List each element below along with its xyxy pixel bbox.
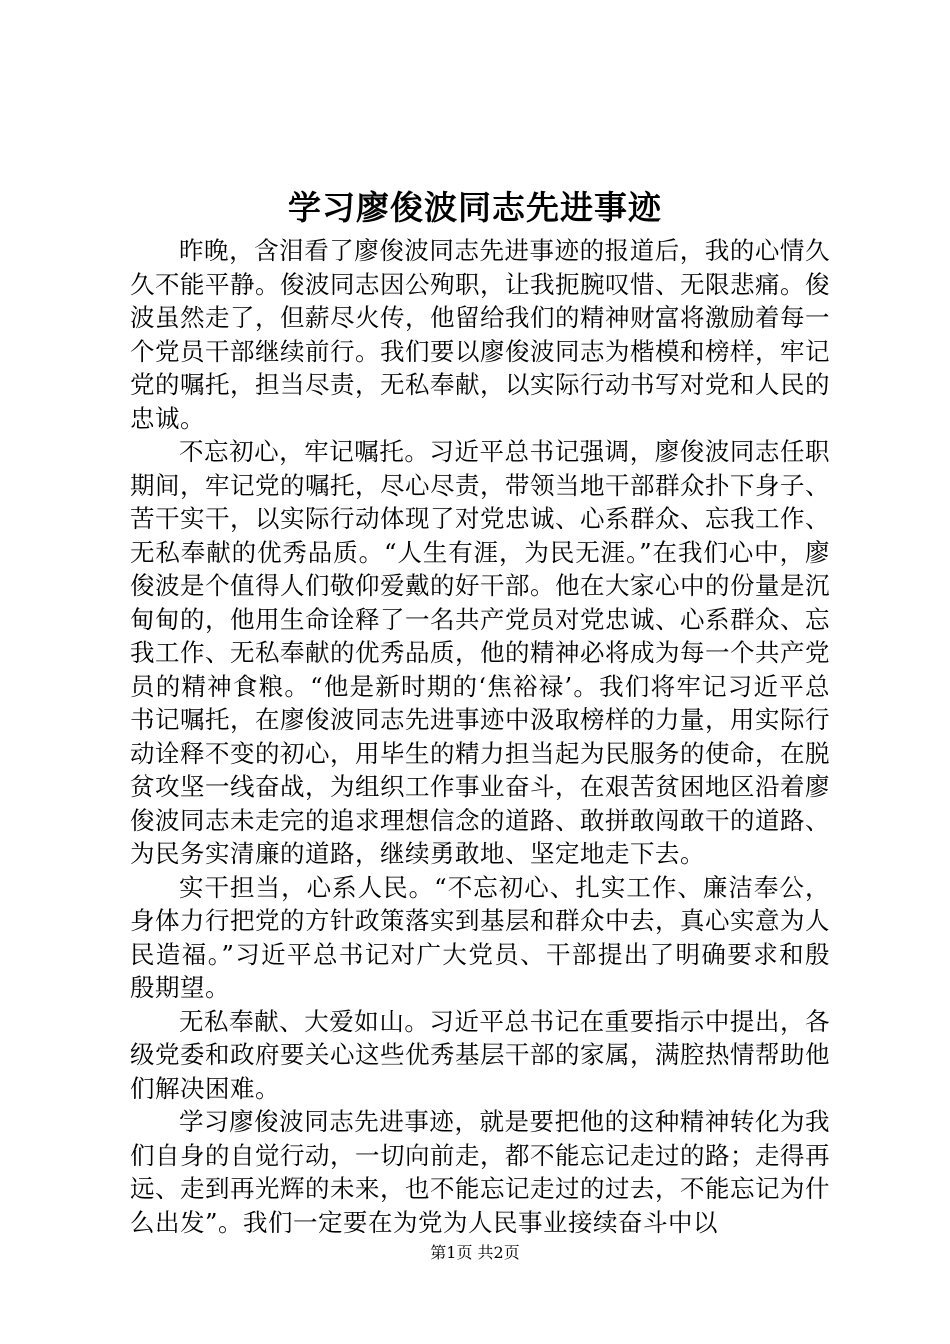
paragraph-3: 实干担当，心系人民。“不忘初心、扎实工作、廉洁奉公，身体力行把党的方针政策落实到基层和群众中去，真心实意为人民造福。”习近平总书记对广大党员、干部提出了明确要求和殷殷期望。 [130,872,830,1002]
paragraph-2: 不忘初心，牢记嘱托。习近平总书记强调，廖俊波同志任职期间，牢记党的嘱托，尽心尽责，带领当地干部群众扑下身子、苦干实干，以实际行动体现了对党忠诚、心系群众、忘我工作、无私奉献的优秀品质。“人生有涯，为民无涯。”在我们心中，廖俊波是个值得人们敬仰爱戴的好干部。他在大家心中的份量是沉甸甸的，他用生命诠释了一名共产党员对党忠诚、心系群众、忘我工作、无私奉献的优秀品质，他的精神必将成为每一个共产党员的精神食粮。“他是新时期的‘焦裕禄’。我们将牢记习近平总书记嘱托，在廖俊波同志先进事迹中汲取榜样的力量，用实际行动诠释不变的初心，用毕生的精力担当起为民服务的使命，在脱贫攻坚一线奋战，为组织工作事业奋斗，在艰苦贫困地区沿着廖俊波同志未走完的追求理想信念的道路、敢拼敢闯敢干的道路、为民务实清廉的道路，继续勇敢地、坚定地走下去。 [130,437,830,868]
document-body [130,234,830,1239]
paragraph-4: 无私奉献、大爱如山。习近平总书记在重要指示中提出，各级党委和政府要关心这些优秀基层干部的家属，满腔热情帮助他们解决困难。 [130,1006,830,1103]
paragraph-1: 昨晚，含泪看了廖俊波同志先进事迹的报道后，我的心情久久不能平静。俊波同志因公殉职，让我扼腕叹惜、无限悲痛。俊波虽然走了，但薪尽火传，他留给我们的精神财富将激励着每一个党员干部继续前行。我们要以廖俊波同志为楷模和榜样，牢记党的嘱托，担当尽责，无私奉献，以实际行动书写对党和人民的忠诚。 [130,236,830,433]
page-footer: 第1页 共2页 [430,1243,520,1262]
document-title: 学习廖俊波同志先进事迹 [288,188,662,227]
paragraph-5: 学习廖俊波同志先进事迹，就是要把他的这种精神转化为我们自身的自觉行动，一切向前走，都不能忘记走过的路；走得再远、走到再光辉的未来，也不能忘记走过的过去，不能忘记为什么出发”。我们一定要在为党为人民事业接续奋斗中以 [130,1107,830,1237]
